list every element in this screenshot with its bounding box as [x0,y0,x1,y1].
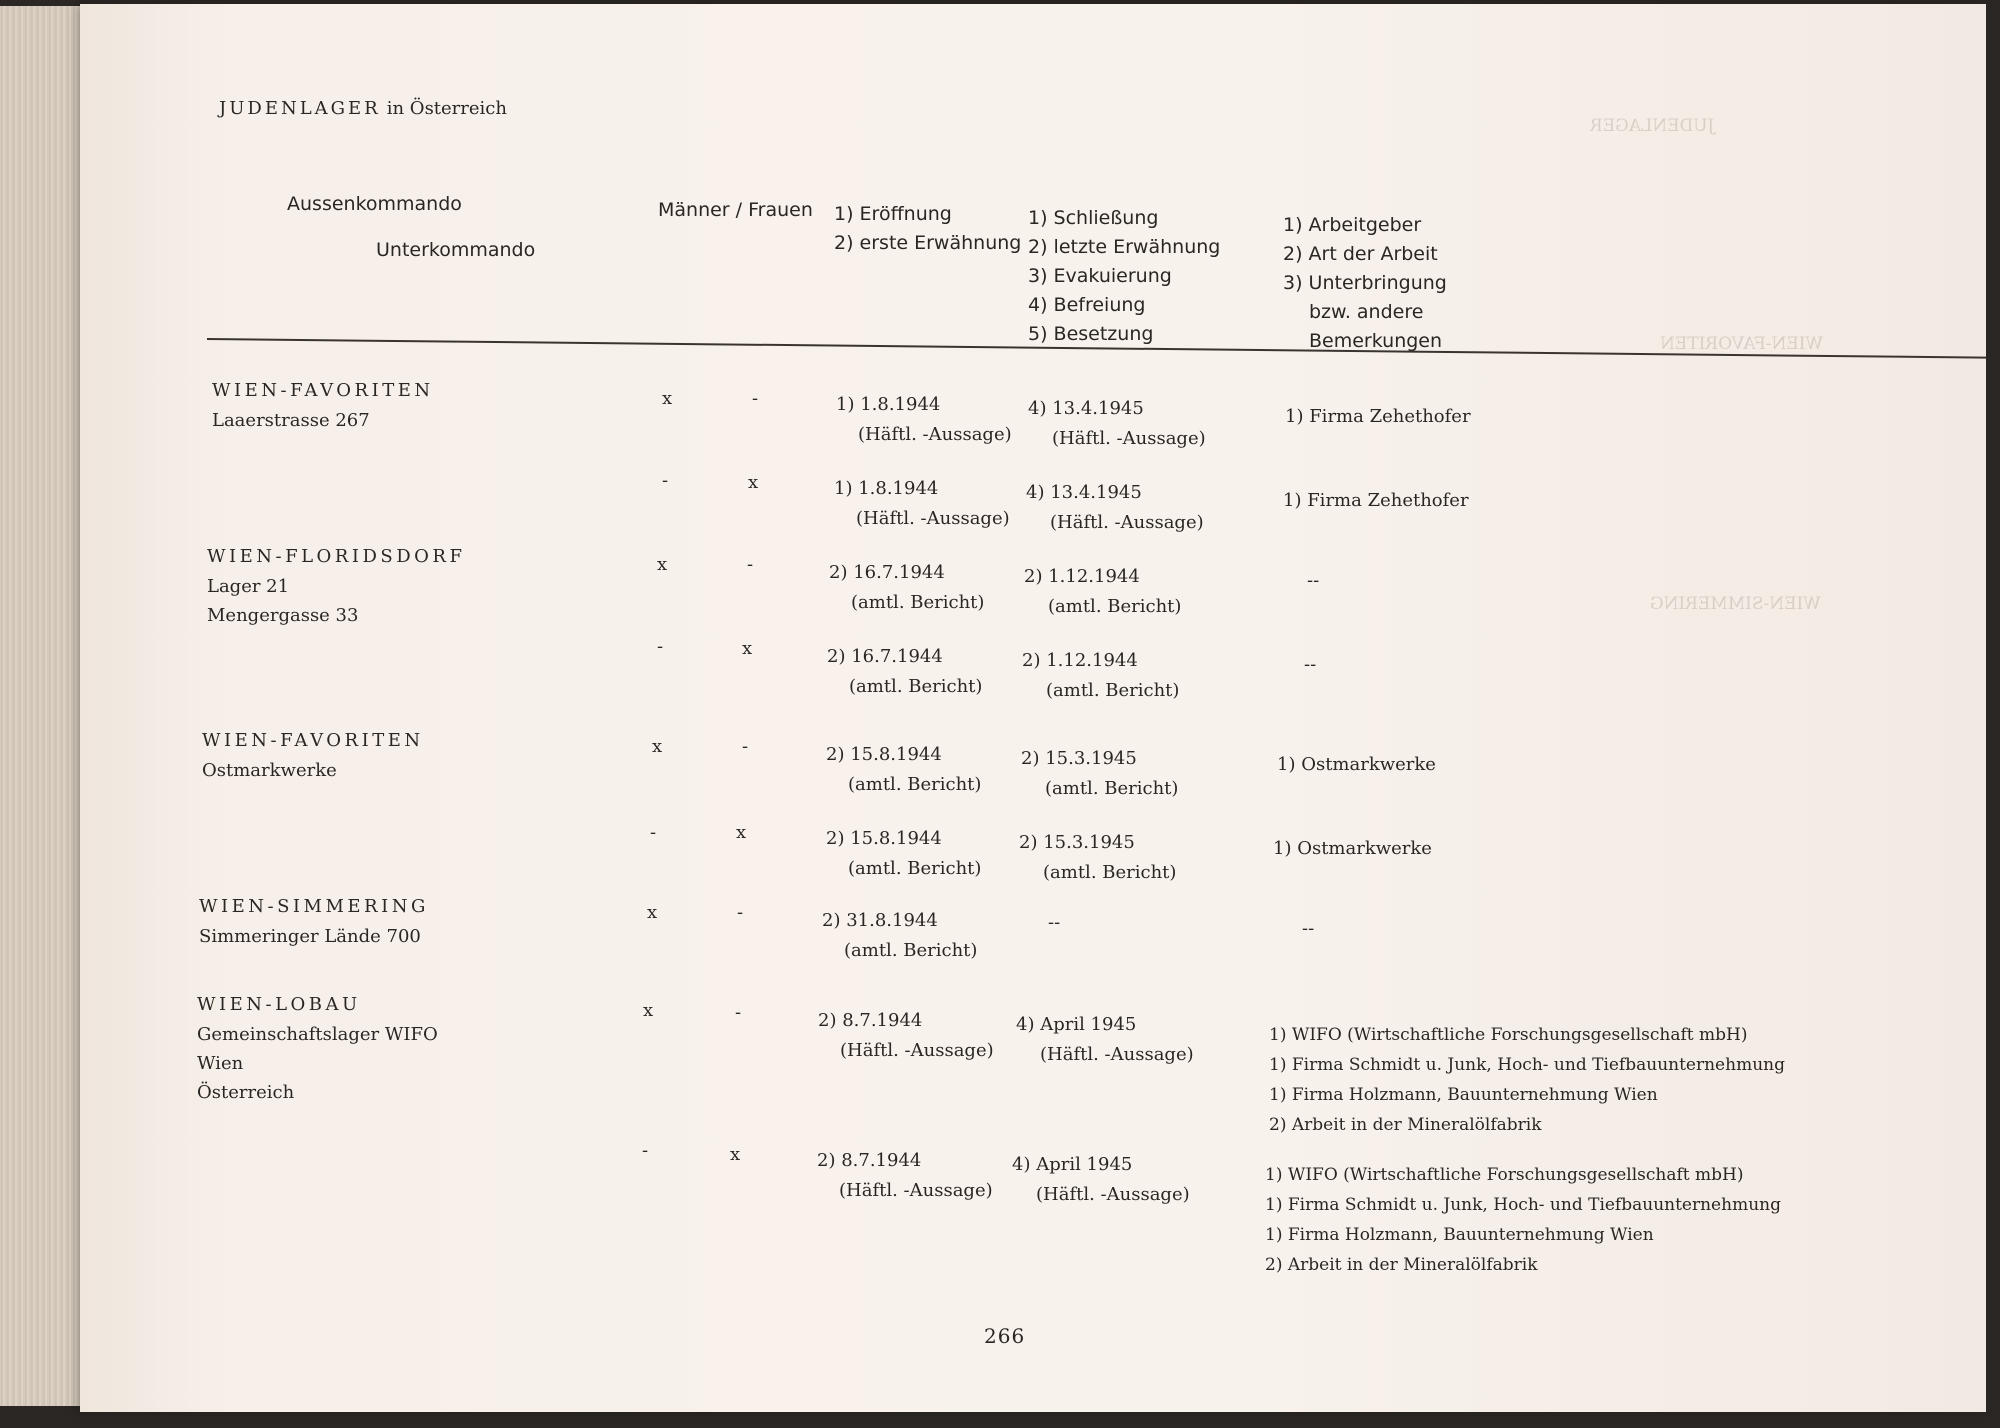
location-block [199,892,429,951]
closing-source: (amtl. Bericht) [1043,862,1177,883]
title-sub: in Österreich [386,98,507,119]
header-employer-line: 1) Arbeitgeber [1283,214,1422,236]
page-number: 266 [984,1324,1026,1348]
employer-cell [1277,750,1436,780]
location-block [207,542,465,630]
employer-cell [1269,1020,1785,1140]
location-detail: Österreich [197,1082,295,1103]
women-mark: x [730,1144,741,1165]
closing-cell [1022,646,1179,706]
header-close-line: 5) Besetzung [1028,323,1154,345]
location-detail: Mengergasse 33 [207,605,359,626]
women-mark: x [742,638,753,659]
opening-date: 2) 15.8.1944 [826,828,942,849]
header-employer-line: 3) Unterbringung [1283,272,1447,294]
location-detail: Wien [197,1053,244,1074]
header-aussenkommando: Aussenkommando [287,193,462,215]
closing-date: 4) April 1945 [1012,1154,1133,1175]
opening-date: 2) 8.7.1944 [818,1010,923,1031]
opening-cell [817,1146,993,1206]
men-mark: - [650,822,657,843]
page-title [219,98,507,119]
closing-cell [1028,394,1206,454]
employer-cell [1285,402,1471,432]
location-name: WIEN-FAVORITEN [202,730,424,751]
employer-line: 2) Arbeit in der Mineralölfabrik [1265,1255,1538,1275]
opening-source: (amtl. Bericht) [848,774,982,795]
closing-source: (Häftl. -Aussage) [1036,1184,1190,1205]
employer-cell [1265,1160,1781,1280]
employer-line: -- [1302,918,1315,939]
closing-date: 4) April 1945 [1016,1014,1137,1035]
location-detail: Simmeringer Lände 700 [199,926,421,947]
opening-cell [818,1006,994,1066]
men-mark: - [657,636,664,657]
men-mark: - [642,1140,649,1161]
location-block [202,726,424,785]
opening-source: (Häftl. -Aussage) [840,1040,994,1061]
women-mark: x [748,472,759,493]
closing-cell [1024,562,1181,622]
women-mark: - [735,1002,742,1023]
bleed-through-title: JUDENLAGER [1590,116,1715,136]
employer-line: 1) Firma Zehethofer [1285,406,1471,427]
opening-date: 2) 15.8.1944 [826,744,942,765]
men-mark: x [657,554,668,575]
header-close-line: 2) letzte Erwähnung [1028,236,1221,258]
closing-date: -- [1048,912,1061,933]
location-name: WIEN-SIMMERING [199,896,429,917]
opening-cell [836,390,1012,450]
opening-date: 2) 31.8.1944 [822,910,938,931]
employer-line: 1) Firma Schmidt u. Junk, Hoch- und Tiefbauunternehmung [1265,1195,1781,1215]
location-detail: Ostmarkwerke [202,760,337,781]
location-block [197,990,438,1107]
men-mark: x [662,388,673,409]
men-mark: x [647,902,658,923]
employer-line: 1) Firma Schmidt u. Junk, Hoch- und Tiefbauunternehmung [1269,1055,1785,1075]
opening-source: (amtl. Bericht) [844,940,978,961]
employer-line: -- [1307,570,1320,591]
employer-cell [1273,834,1432,864]
location-name: WIEN-FAVORITEN [212,380,434,401]
opening-source: (amtl. Bericht) [851,592,985,613]
closing-date: 2) 15.3.1945 [1021,748,1137,769]
opening-cell [826,740,981,800]
header-maenner-frauen: Männer / Frauen [658,199,813,221]
women-mark: - [742,736,749,757]
header-open-line: 1) Eröffnung [834,203,952,225]
opening-cell [834,474,1010,534]
opening-cell [827,642,982,702]
opening-date: 1) 1.8.1944 [834,478,939,499]
women-mark: - [747,554,754,575]
opening-source: (Häftl. -Aussage) [858,424,1012,445]
header-col-close [1028,204,1220,349]
opening-date: 2) 8.7.1944 [817,1150,922,1171]
women-mark: x [736,822,747,843]
opening-source: (Häftl. -Aussage) [839,1180,993,1201]
header-close-line: 4) Befreiung [1028,294,1146,316]
bleed-through-location-2: WIEN-SIMMERING [1650,594,1821,614]
book-page [80,4,1986,1412]
closing-date: 2) 15.3.1945 [1019,832,1135,853]
location-block [212,376,434,435]
opening-date: 1) 1.8.1944 [836,394,941,415]
employer-line: 2) Arbeit in der Mineralölfabrik [1269,1115,1542,1135]
closing-cell [1012,1150,1190,1210]
header-open-line: 2) erste Erwähnung [834,232,1022,254]
employer-line: 1) Firma Holzmann, Bauunternehmung Wien [1265,1225,1654,1245]
closing-source: (Häftl. -Aussage) [1050,512,1204,533]
men-mark: x [643,1000,654,1021]
closing-source: (amtl. Bericht) [1045,778,1179,799]
employer-cell [1304,650,1316,680]
header-employer-line: bzw. andere [1309,301,1424,323]
opening-date: 2) 16.7.1944 [829,562,945,583]
closing-cell [1048,908,1060,938]
location-detail: Laaerstrasse 267 [212,410,370,431]
employer-line: 1) WIFO (Wirtschaftliche Forschungsgesellschaft mbH) [1269,1025,1748,1045]
employer-cell [1302,914,1314,944]
closing-cell [1021,744,1178,804]
closing-cell [1016,1010,1194,1070]
opening-cell [822,906,977,966]
men-mark: - [662,470,669,491]
header-close-line: 3) Evakuierung [1028,265,1172,287]
employer-line: 1) Ostmarkwerke [1277,754,1436,775]
bleed-through-location: WIEN-FAVORITEN [1660,334,1824,354]
title-main: JUDENLAGER [219,98,381,119]
employer-cell [1307,566,1319,596]
closing-date: 2) 1.12.1944 [1022,650,1138,671]
header-close-line: 1) Schließung [1028,207,1159,229]
header-col-open [834,200,1021,258]
closing-cell [1026,478,1204,538]
opening-cell [826,824,981,884]
closing-date: 4) 13.4.1945 [1028,398,1144,419]
employer-cell [1283,486,1469,516]
location-detail: Gemeinschaftslager WIFO [197,1024,438,1045]
closing-date: 4) 13.4.1945 [1026,482,1142,503]
header-col-employer [1283,211,1447,356]
opening-cell [829,558,984,618]
opening-source: (Häftl. -Aussage) [856,508,1010,529]
closing-source: (amtl. Bericht) [1048,596,1182,617]
closing-source: (Häftl. -Aussage) [1040,1044,1194,1065]
employer-line: 1) WIFO (Wirtschaftliche Forschungsgesellschaft mbH) [1265,1165,1744,1185]
closing-source: (Häftl. -Aussage) [1052,428,1206,449]
employer-line: 1) Ostmarkwerke [1273,838,1432,859]
employer-line: 1) Firma Zehethofer [1283,490,1469,511]
women-mark: - [752,388,759,409]
header-employer-line: 2) Art der Arbeit [1283,243,1438,265]
opening-source: (amtl. Bericht) [849,676,983,697]
opening-date: 2) 16.7.1944 [827,646,943,667]
location-name: WIEN-LOBAU [197,994,361,1015]
women-mark: - [737,902,744,923]
opening-source: (amtl. Bericht) [848,858,982,879]
employer-line: 1) Firma Holzmann, Bauunternehmung Wien [1269,1085,1658,1105]
location-name: WIEN-FLORIDSDORF [207,546,466,567]
men-mark: x [652,736,663,757]
closing-source: (amtl. Bericht) [1046,680,1180,701]
closing-date: 2) 1.12.1944 [1024,566,1140,587]
employer-line: -- [1304,654,1317,675]
location-detail: Lager 21 [207,576,290,597]
header-unterkommando: Unterkommando [376,239,536,261]
closing-cell [1019,828,1176,888]
header-employer-line: Bemerkungen [1309,330,1443,352]
